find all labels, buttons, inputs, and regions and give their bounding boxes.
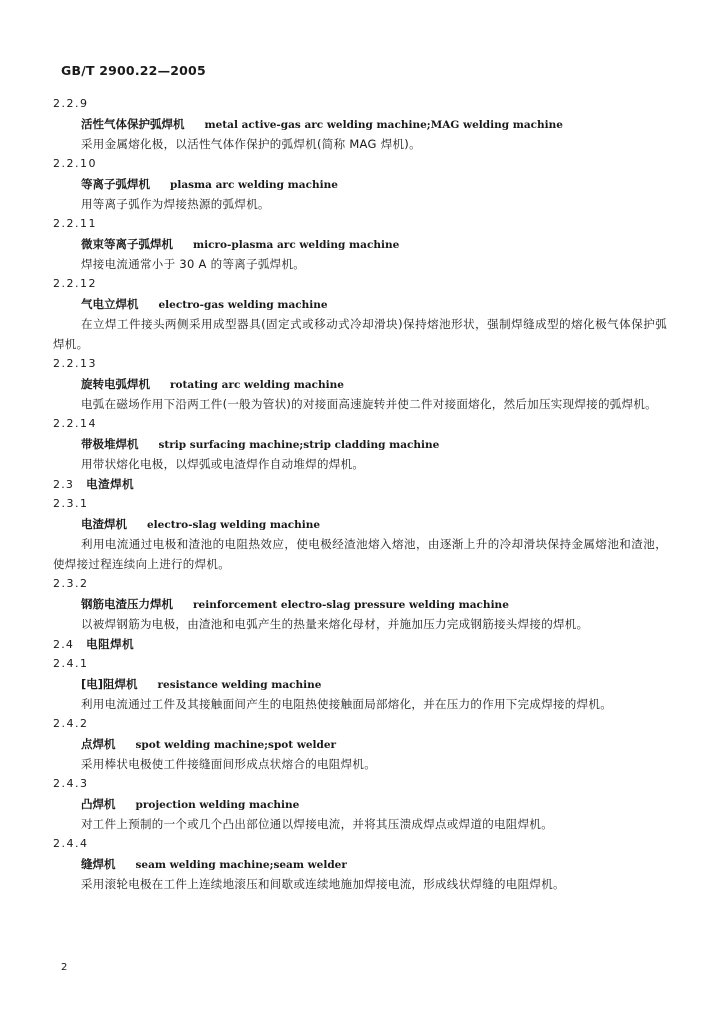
entry-2-2-13 [0, 354, 705, 414]
term-chinese: 活性气体保护弧焊机 [81, 117, 185, 131]
entry-number: 2.4.1 [53, 657, 89, 670]
entry-term [0, 294, 705, 314]
entry-definition: 焊接电流通常小于 30 A 的等离子弧焊机。 [81, 257, 306, 271]
term-list [0, 94, 705, 894]
entry-number: 2.2.13 [53, 357, 97, 370]
entry-number: 2.4.3 [53, 777, 89, 790]
entry-number: 2.4.2 [53, 717, 89, 730]
entry-term [0, 114, 705, 134]
entry-term [0, 734, 705, 754]
term-chinese: 等离子弧焊机 [81, 177, 150, 191]
term-english: reinforcement electro-slag pressure welding machine [193, 599, 509, 611]
section-title: 电渣焊机 [86, 477, 135, 491]
term-chinese: 电渣焊机 [81, 517, 127, 531]
page-number: 2 [61, 962, 68, 973]
page-header-standard-code: GB/T 2900.22—2005 [61, 63, 206, 78]
entry-2-3-2 [0, 574, 705, 634]
term-chinese: 凸焊机 [81, 797, 116, 811]
entry-number: 2.2.9 [53, 97, 89, 110]
section-title: 电阻焊机 [86, 637, 135, 651]
entry-definition: 电弧在磁场作用下沿两工件(一般为管状)的对接面高速旋转并使二件对接面熔化，然后加压实现焊接的弧焊机。 [81, 397, 657, 411]
entry-number: 2.2.12 [53, 277, 97, 290]
entry-definition: 利用电流通过工件及其接触面间产生的电阻热使接触面局部熔化，并在压力的作用下完成焊接的焊机。 [81, 697, 612, 711]
term-english: resistance welding machine [157, 679, 322, 691]
term-chinese: 钢筋电渣压力焊机 [81, 597, 173, 611]
term-english: metal active-gas arc welding machine;MAG welding machine [204, 119, 563, 131]
entry-definition: 对工件上预制的一个或几个凸出部位通以焊接电流，并将其压溃成焊点或焊道的电阻焊机。 [81, 817, 553, 831]
entry-number: 2.3.1 [53, 497, 89, 510]
entry-2-4-1 [0, 654, 705, 714]
term-chinese: 点焊机 [81, 737, 116, 751]
entry-definition: 用等离子弧作为焊接热源的弧焊机。 [81, 197, 270, 211]
entry-term [0, 674, 705, 694]
entry-2-4-2 [0, 714, 705, 774]
entry-term [0, 374, 705, 394]
entry-term [0, 234, 705, 254]
entry-2-2-12 [0, 274, 705, 354]
entry-term [0, 854, 705, 874]
term-english: electro-slag welding machine [147, 519, 321, 531]
entry-term [0, 174, 705, 194]
section-number: 2.4 [53, 638, 75, 651]
entry-term [0, 434, 705, 454]
entry-definition: 在立焊工件接头两侧采用成型器具(固定式或移动式冷却滑块)保持熔池形状，强制焊缝成型的熔化极气体保护弧焊机。 [53, 317, 667, 351]
entry-term [0, 514, 705, 534]
term-english: micro-plasma arc welding machine [193, 239, 400, 251]
term-english: electro-gas welding machine [158, 299, 328, 311]
entry-term [0, 594, 705, 614]
entry-definition: 用带状熔化电极，以焊弧或电渣焊作自动堆焊的焊机。 [81, 457, 365, 471]
entry-number: 2.4.4 [53, 837, 89, 850]
term-chinese: 气电立焊机 [81, 297, 139, 311]
term-english: projection welding machine [135, 799, 300, 811]
term-english: seam welding machine;seam welder [135, 859, 347, 871]
term-chinese: 旋转电弧焊机 [81, 377, 150, 391]
entry-definition: 采用棒状电极使工件接缝面间形成点状熔合的电阻焊机。 [81, 757, 376, 771]
term-english: strip surfacing machine;strip cladding machine [158, 439, 440, 451]
term-chinese: 缝焊机 [81, 857, 116, 871]
term-chinese: 带极堆焊机 [81, 437, 139, 451]
entry-number: 2.2.11 [53, 217, 97, 230]
term-english: plasma arc welding machine [170, 179, 338, 191]
section-heading-2-4 [0, 634, 705, 654]
section-number: 2.3 [53, 478, 75, 491]
term-chinese: [电]阻焊机 [81, 677, 138, 691]
term-english: spot welding machine;spot welder [135, 739, 337, 751]
entry-definition: 采用滚轮电极在工件上连续地滚压和间歇或连续地施加焊接电流，形成线状焊缝的电阻焊机。 [81, 877, 565, 891]
entry-number: 2.2.10 [53, 157, 97, 170]
entry-2-2-14 [0, 414, 705, 474]
entry-2-2-11 [0, 214, 705, 274]
entry-2-2-9 [0, 94, 705, 154]
entry-number: 2.2.14 [53, 417, 97, 430]
term-english: rotating arc welding machine [170, 379, 344, 391]
entry-number: 2.3.2 [53, 577, 89, 590]
entry-term [0, 794, 705, 814]
entry-2-4-3 [0, 774, 705, 834]
entry-definition: 采用金属熔化极，以活性气体作保护的弧焊机(简称 MAG 焊机)。 [81, 137, 421, 151]
entry-2-2-10 [0, 154, 705, 214]
entry-definition: 以被焊钢筋为电极，由渣池和电弧产生的热量来熔化母材，并施加压力完成钢筋接头焊接的焊机。 [81, 617, 589, 631]
term-chinese: 微束等离子弧焊机 [81, 237, 173, 251]
entry-2-3-1 [0, 494, 705, 574]
section-heading-2-3 [0, 474, 705, 494]
entry-definition: 利用电流通过电极和渣池的电阻热效应，使电极经渣池熔入熔池，由逐渐上升的冷却滑块保持金属熔池和渣池，使焊接过程连续向上进行的焊机。 [53, 537, 667, 571]
entry-2-4-4 [0, 834, 705, 894]
